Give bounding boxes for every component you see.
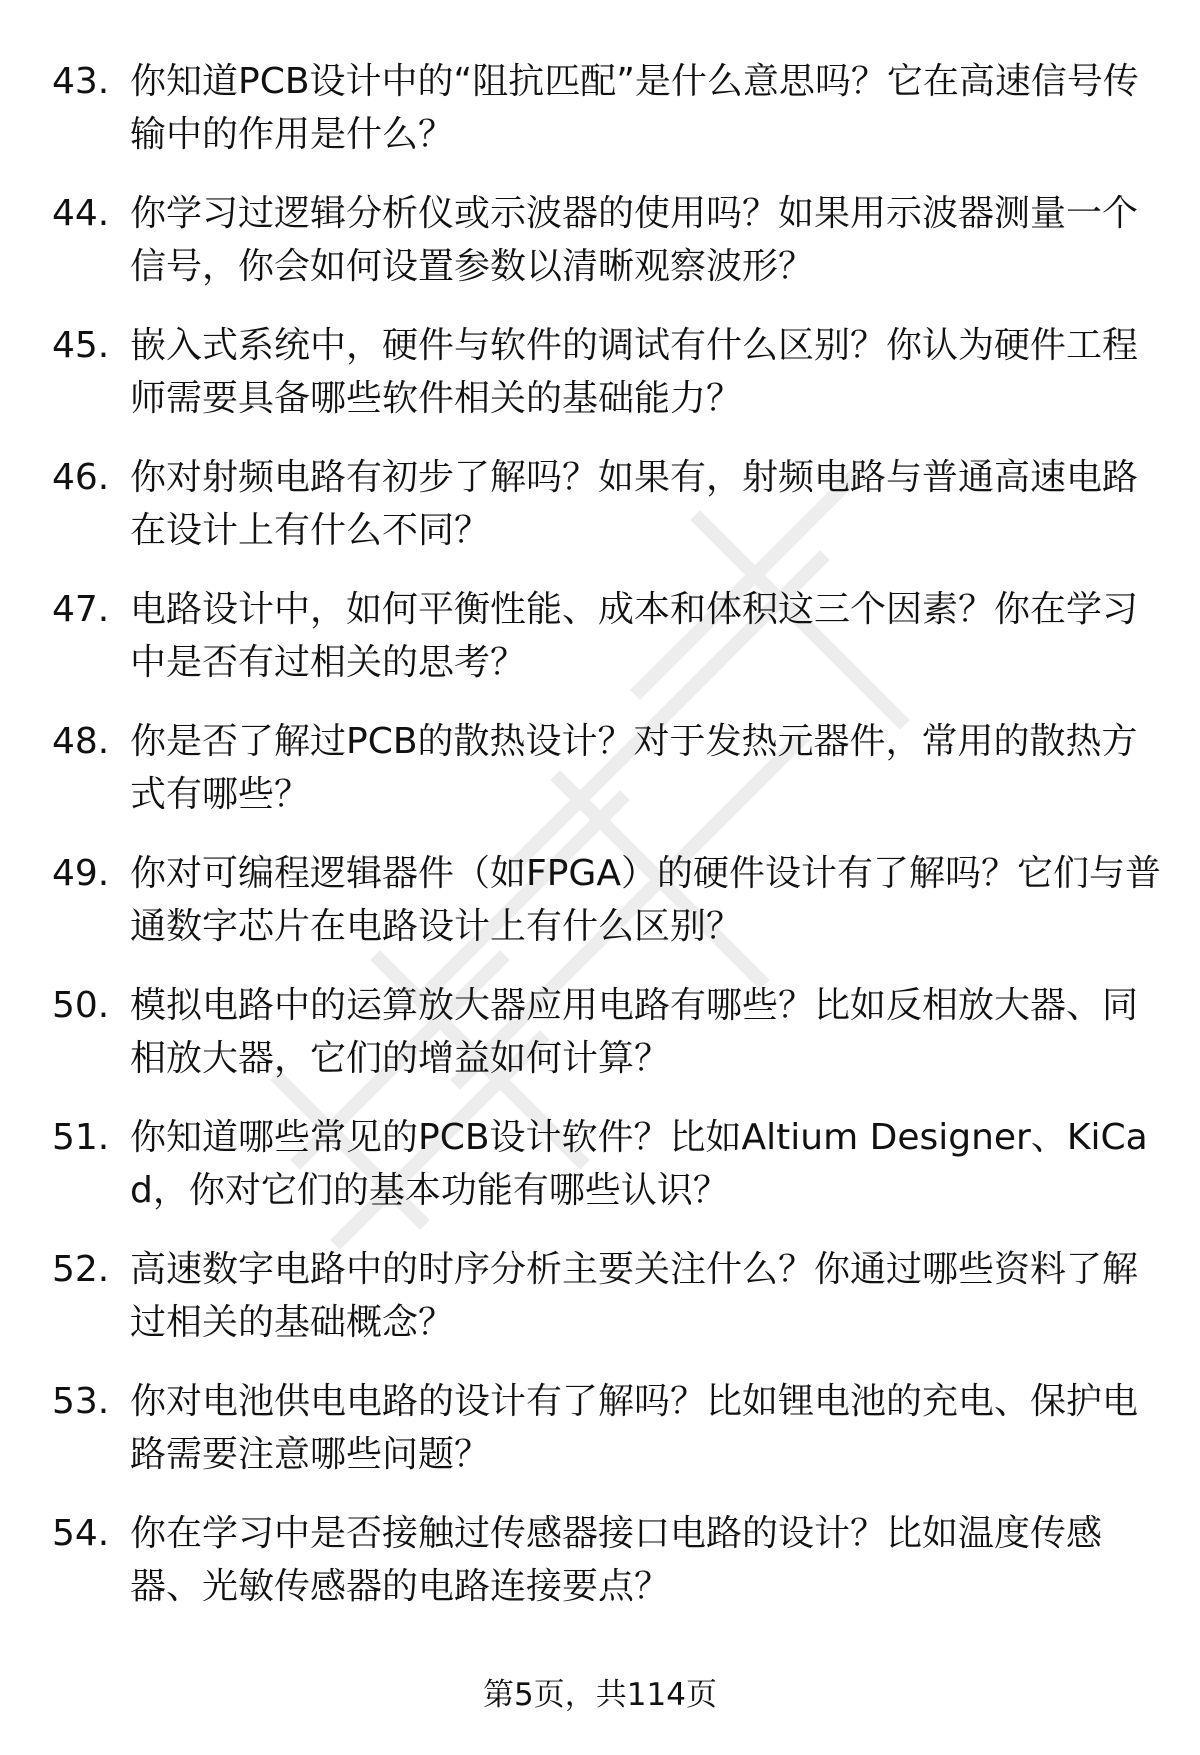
list-item: [52, 583, 1162, 715]
question-text: 你学习过逻辑分析仪或示波器的使用吗？如果用示波器测量一个信号，你会如何设置参数以清晰观察波形？: [130, 193, 1139, 287]
question-number: 52.: [52, 1249, 110, 1290]
list-item: [52, 319, 1162, 451]
page-number-footer: 第5页，共114页: [483, 1677, 717, 1713]
question-text: 高速数字电路中的时序分析主要关注什么？你通过哪些资料了解过相关的基础概念？: [130, 1249, 1139, 1343]
question-number: 44.: [52, 193, 110, 234]
list-item: [52, 1111, 1162, 1243]
question-text: 模拟电路中的运算放大器应用电路有哪些？比如反相放大器、同相放大器，它们的增益如何计算？: [130, 985, 1139, 1079]
question-text: 电路设计中，如何平衡性能、成本和体积这三个因素？你在学习中是否有过相关的思考？: [130, 589, 1139, 683]
question-number: 53.: [52, 1381, 110, 1422]
question-number: 46.: [52, 457, 110, 498]
question-text: 你是否了解过PCB的散热设计？对于发热元器件，常用的散热方式有哪些？: [130, 721, 1138, 815]
question-text: 嵌入式系统中，硬件与软件的调试有什么区别？你认为硬件工程师需要具备哪些软件相关的基础能力？: [130, 325, 1139, 419]
question-number: 48.: [52, 721, 110, 762]
list-item: [52, 715, 1162, 847]
question-text: 你对电池供电电路的设计有了解吗？比如锂电池的充电、保护电路需要注意哪些问题？: [130, 1381, 1139, 1475]
question-text: 你对可编程逻辑器件（如FPGA）的硬件设计有了解吗？它们与普通数字芯片在电路设计上有什么区别？: [130, 853, 1161, 947]
list-item: [52, 847, 1162, 979]
list-item: [52, 979, 1162, 1111]
question-text: 你在学习中是否接触过传感器接口电路的设计？比如温度传感器、光敏传感器的电路连接要点？: [130, 1513, 1103, 1607]
list-item: [52, 1375, 1162, 1507]
question-text: 你知道哪些常见的PCB设计软件？比如Altium Designer、KiCad，你对它们的基本功能有哪些认识？: [130, 1117, 1148, 1211]
list-item: [52, 55, 1162, 187]
list-item: [52, 1243, 1162, 1375]
list-item: [52, 451, 1162, 583]
question-number: 51.: [52, 1117, 110, 1158]
question-number: 47.: [52, 589, 110, 630]
question-number: 54.: [52, 1513, 110, 1554]
question-number: 50.: [52, 985, 110, 1026]
question-number: 45.: [52, 325, 110, 366]
list-item: [52, 187, 1162, 319]
question-list: [52, 55, 1162, 1639]
question-text: 你知道PCB设计中的“阻抗匹配”是什么意思吗？它在高速信号传输中的作用是什么？: [130, 61, 1139, 155]
question-number: 49.: [52, 853, 110, 894]
question-text: 你对射频电路有初步了解吗？如果有，射频电路与普通高速电路在设计上有什么不同？: [130, 457, 1139, 551]
question-number: 43.: [52, 61, 110, 102]
list-item: [52, 1507, 1162, 1639]
